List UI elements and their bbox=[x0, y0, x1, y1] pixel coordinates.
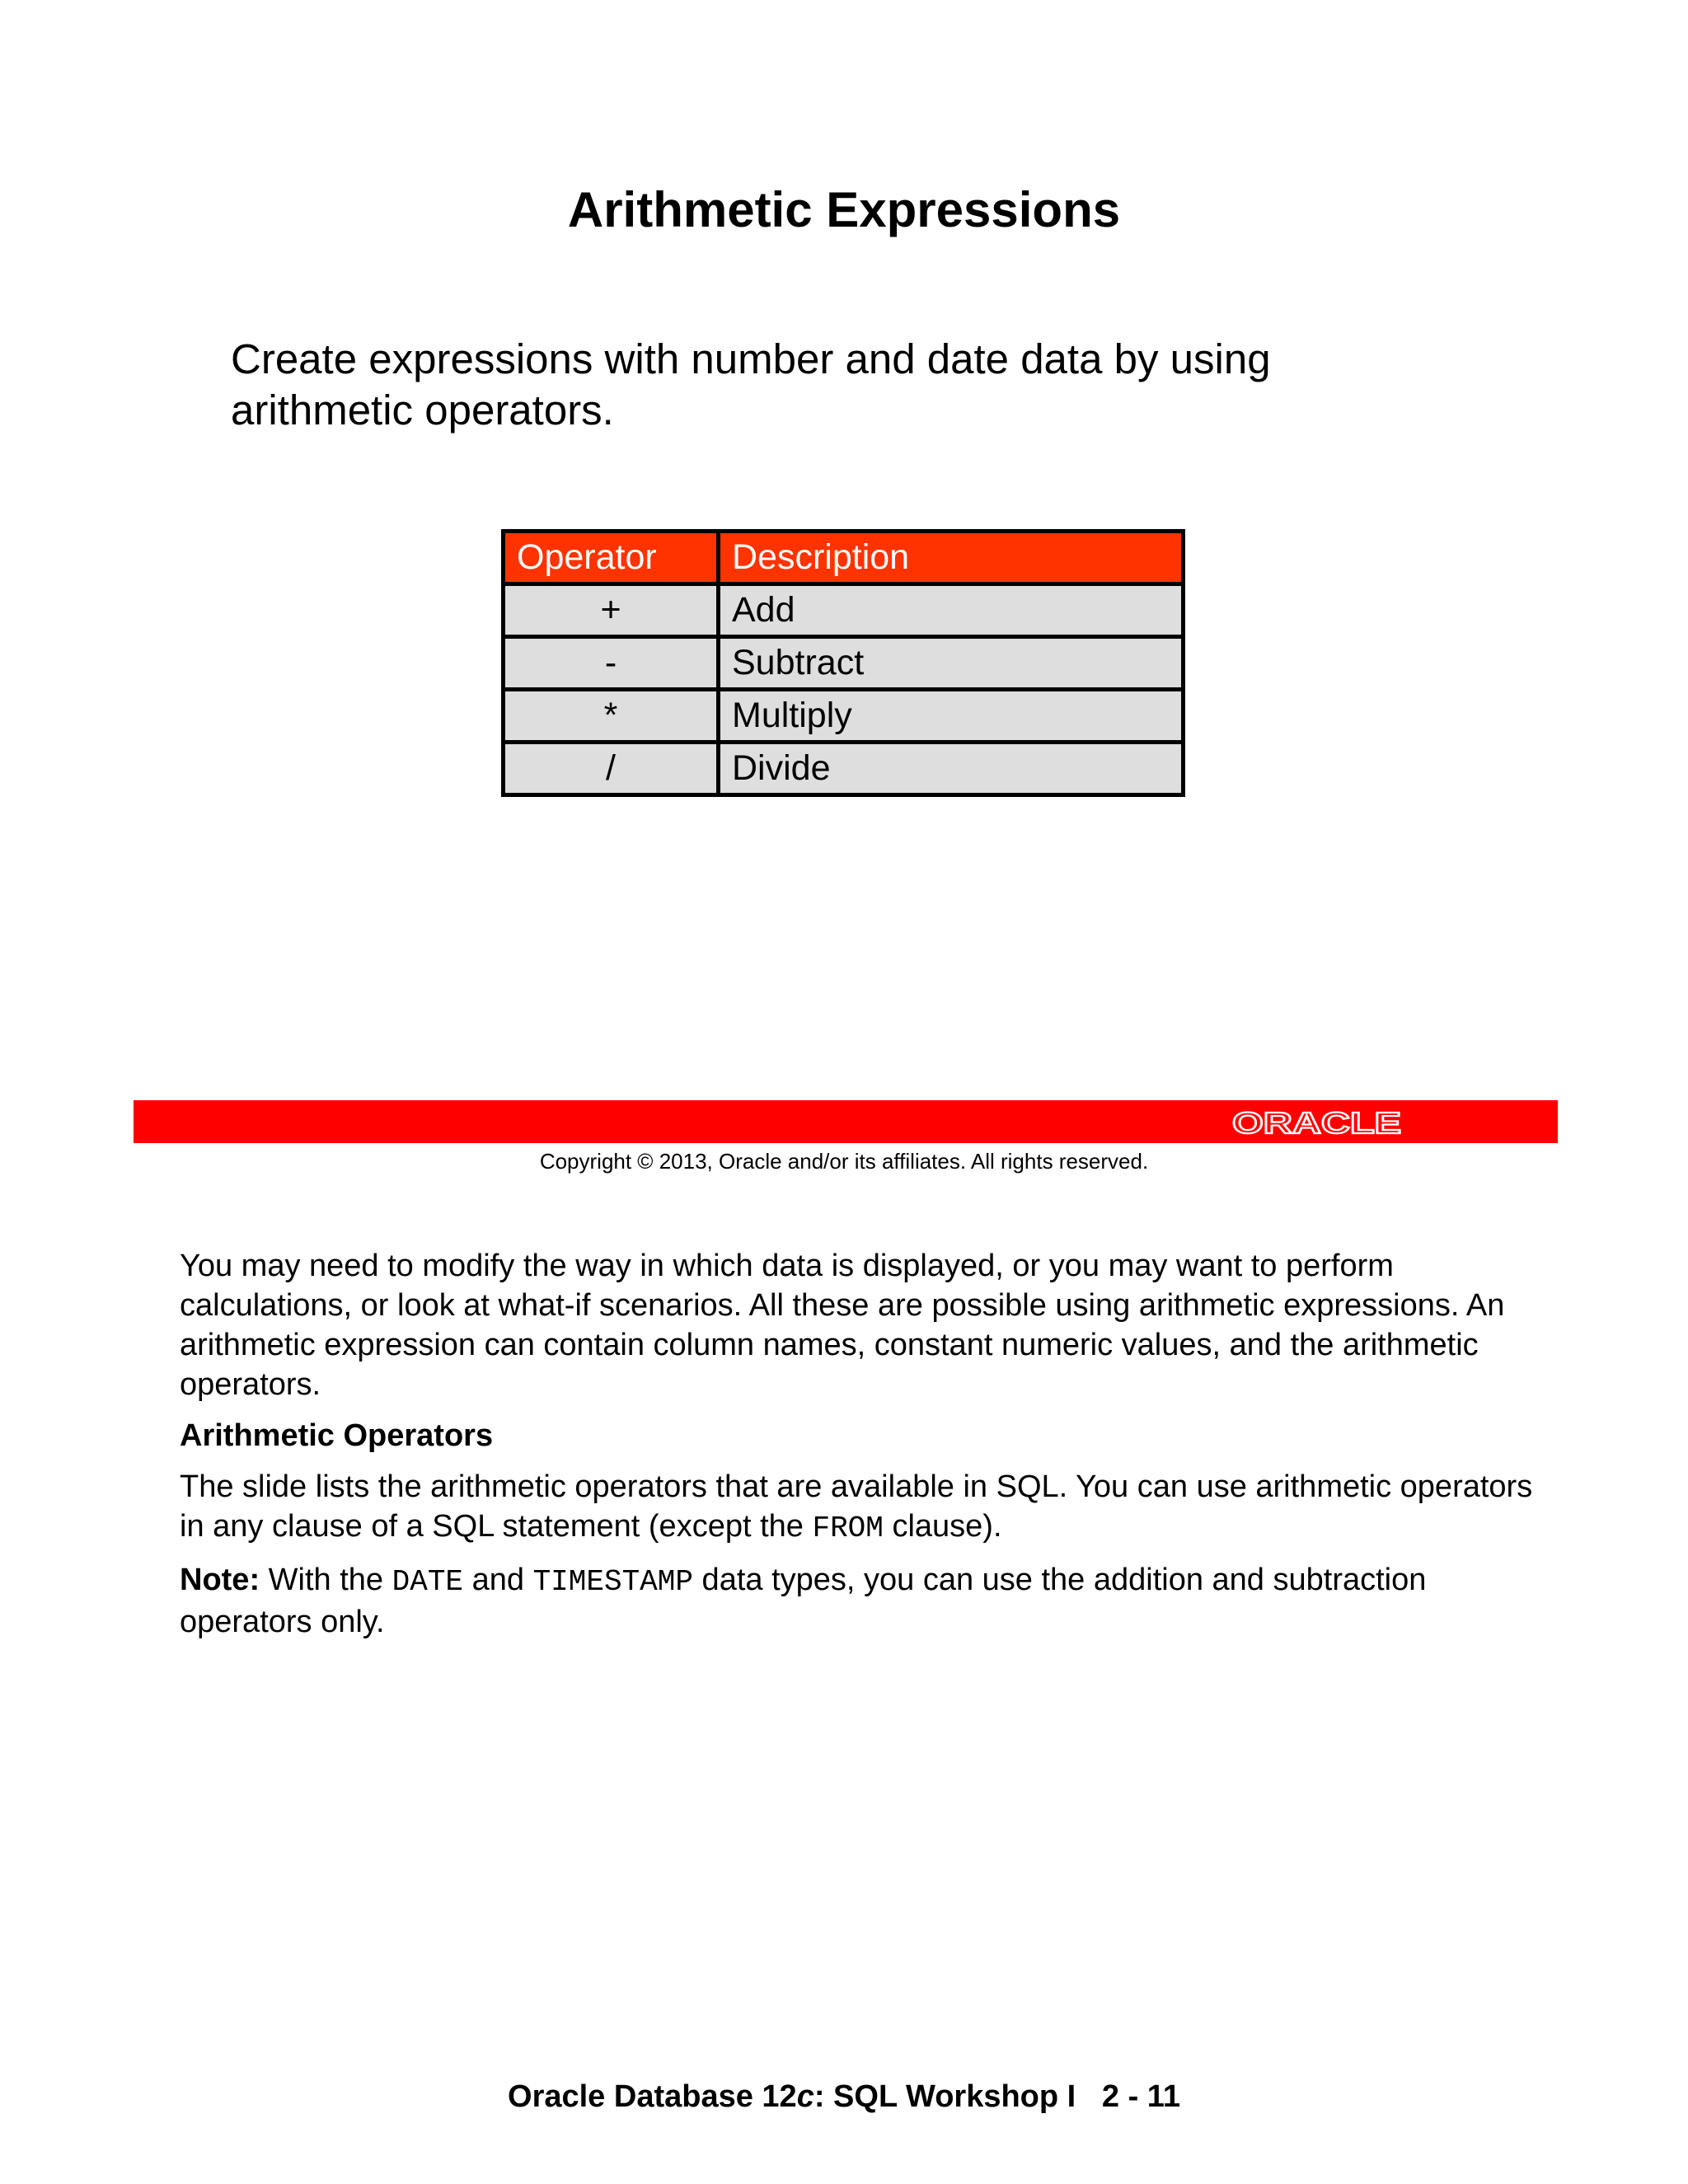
operator-cell: * bbox=[504, 690, 719, 743]
notes-text: data types, you can use the addition and subtraction operators only. bbox=[180, 1563, 1427, 1639]
notes-text: and bbox=[463, 1563, 533, 1597]
notes-text: The slide lists the arithmetic operators that are available in SQL. You can use arithmetic operators in any clause of a SQL statement (except the bbox=[180, 1469, 1533, 1544]
page-footer bbox=[0, 2077, 1688, 2116]
operator-cell: - bbox=[504, 637, 719, 690]
code-from: FROM bbox=[812, 1511, 884, 1545]
notes-paragraph-operators bbox=[180, 1467, 1548, 1549]
footer-italic: c bbox=[796, 2079, 814, 2114]
note-label: Note: bbox=[180, 1563, 260, 1597]
oracle-logo-text: ORACLE bbox=[1232, 1106, 1401, 1140]
oracle-logo bbox=[1232, 1104, 1414, 1141]
description-cell: Subtract bbox=[719, 637, 1184, 690]
notes-heading: Arithmetic Operators bbox=[180, 1418, 494, 1453]
header-operator: Operator bbox=[504, 532, 719, 584]
operators-table bbox=[501, 529, 1185, 797]
description-cell: Multiply bbox=[719, 690, 1184, 743]
table-header-row bbox=[504, 532, 1184, 584]
footer-text-page: : SQL Workshop I 2 - 11 bbox=[814, 2079, 1180, 2114]
notes-paragraph-intro: You may need to modify the way in which data is displayed, or you may want to perform calculations, or look at what-if scenarios. All these are possible using arithmetic expressions. An arithmetic expression can contain column names, constant numeric values, and the arithmetic operators. bbox=[180, 1249, 1505, 1402]
description-cell: Add bbox=[719, 584, 1184, 637]
slide-intro: Create expressions with number and date data by using arithmetic operators. bbox=[231, 335, 1271, 434]
table-row bbox=[504, 637, 1184, 690]
footer-text: Oracle Database 12 bbox=[508, 2079, 797, 2114]
table-row bbox=[504, 743, 1184, 795]
speaker-notes bbox=[180, 1246, 1548, 1653]
table-row bbox=[504, 690, 1184, 743]
notes-text: With the bbox=[260, 1563, 392, 1597]
notes-paragraph-note bbox=[180, 1560, 1548, 1642]
header-description: Description bbox=[719, 532, 1184, 584]
table-row bbox=[504, 584, 1184, 637]
description-cell: Divide bbox=[719, 743, 1184, 795]
operator-cell: / bbox=[504, 743, 719, 795]
code-date: DATE bbox=[392, 1565, 464, 1599]
copyright-text: Copyright © 2013, Oracle and/or its affiliates. All rights reserved. bbox=[539, 1149, 1149, 1174]
slide-title: Arithmetic Expressions bbox=[567, 182, 1121, 237]
notes-text: clause). bbox=[883, 1509, 1002, 1544]
code-timestamp: TIMESTAMP bbox=[532, 1565, 693, 1599]
operator-cell: + bbox=[504, 584, 719, 637]
